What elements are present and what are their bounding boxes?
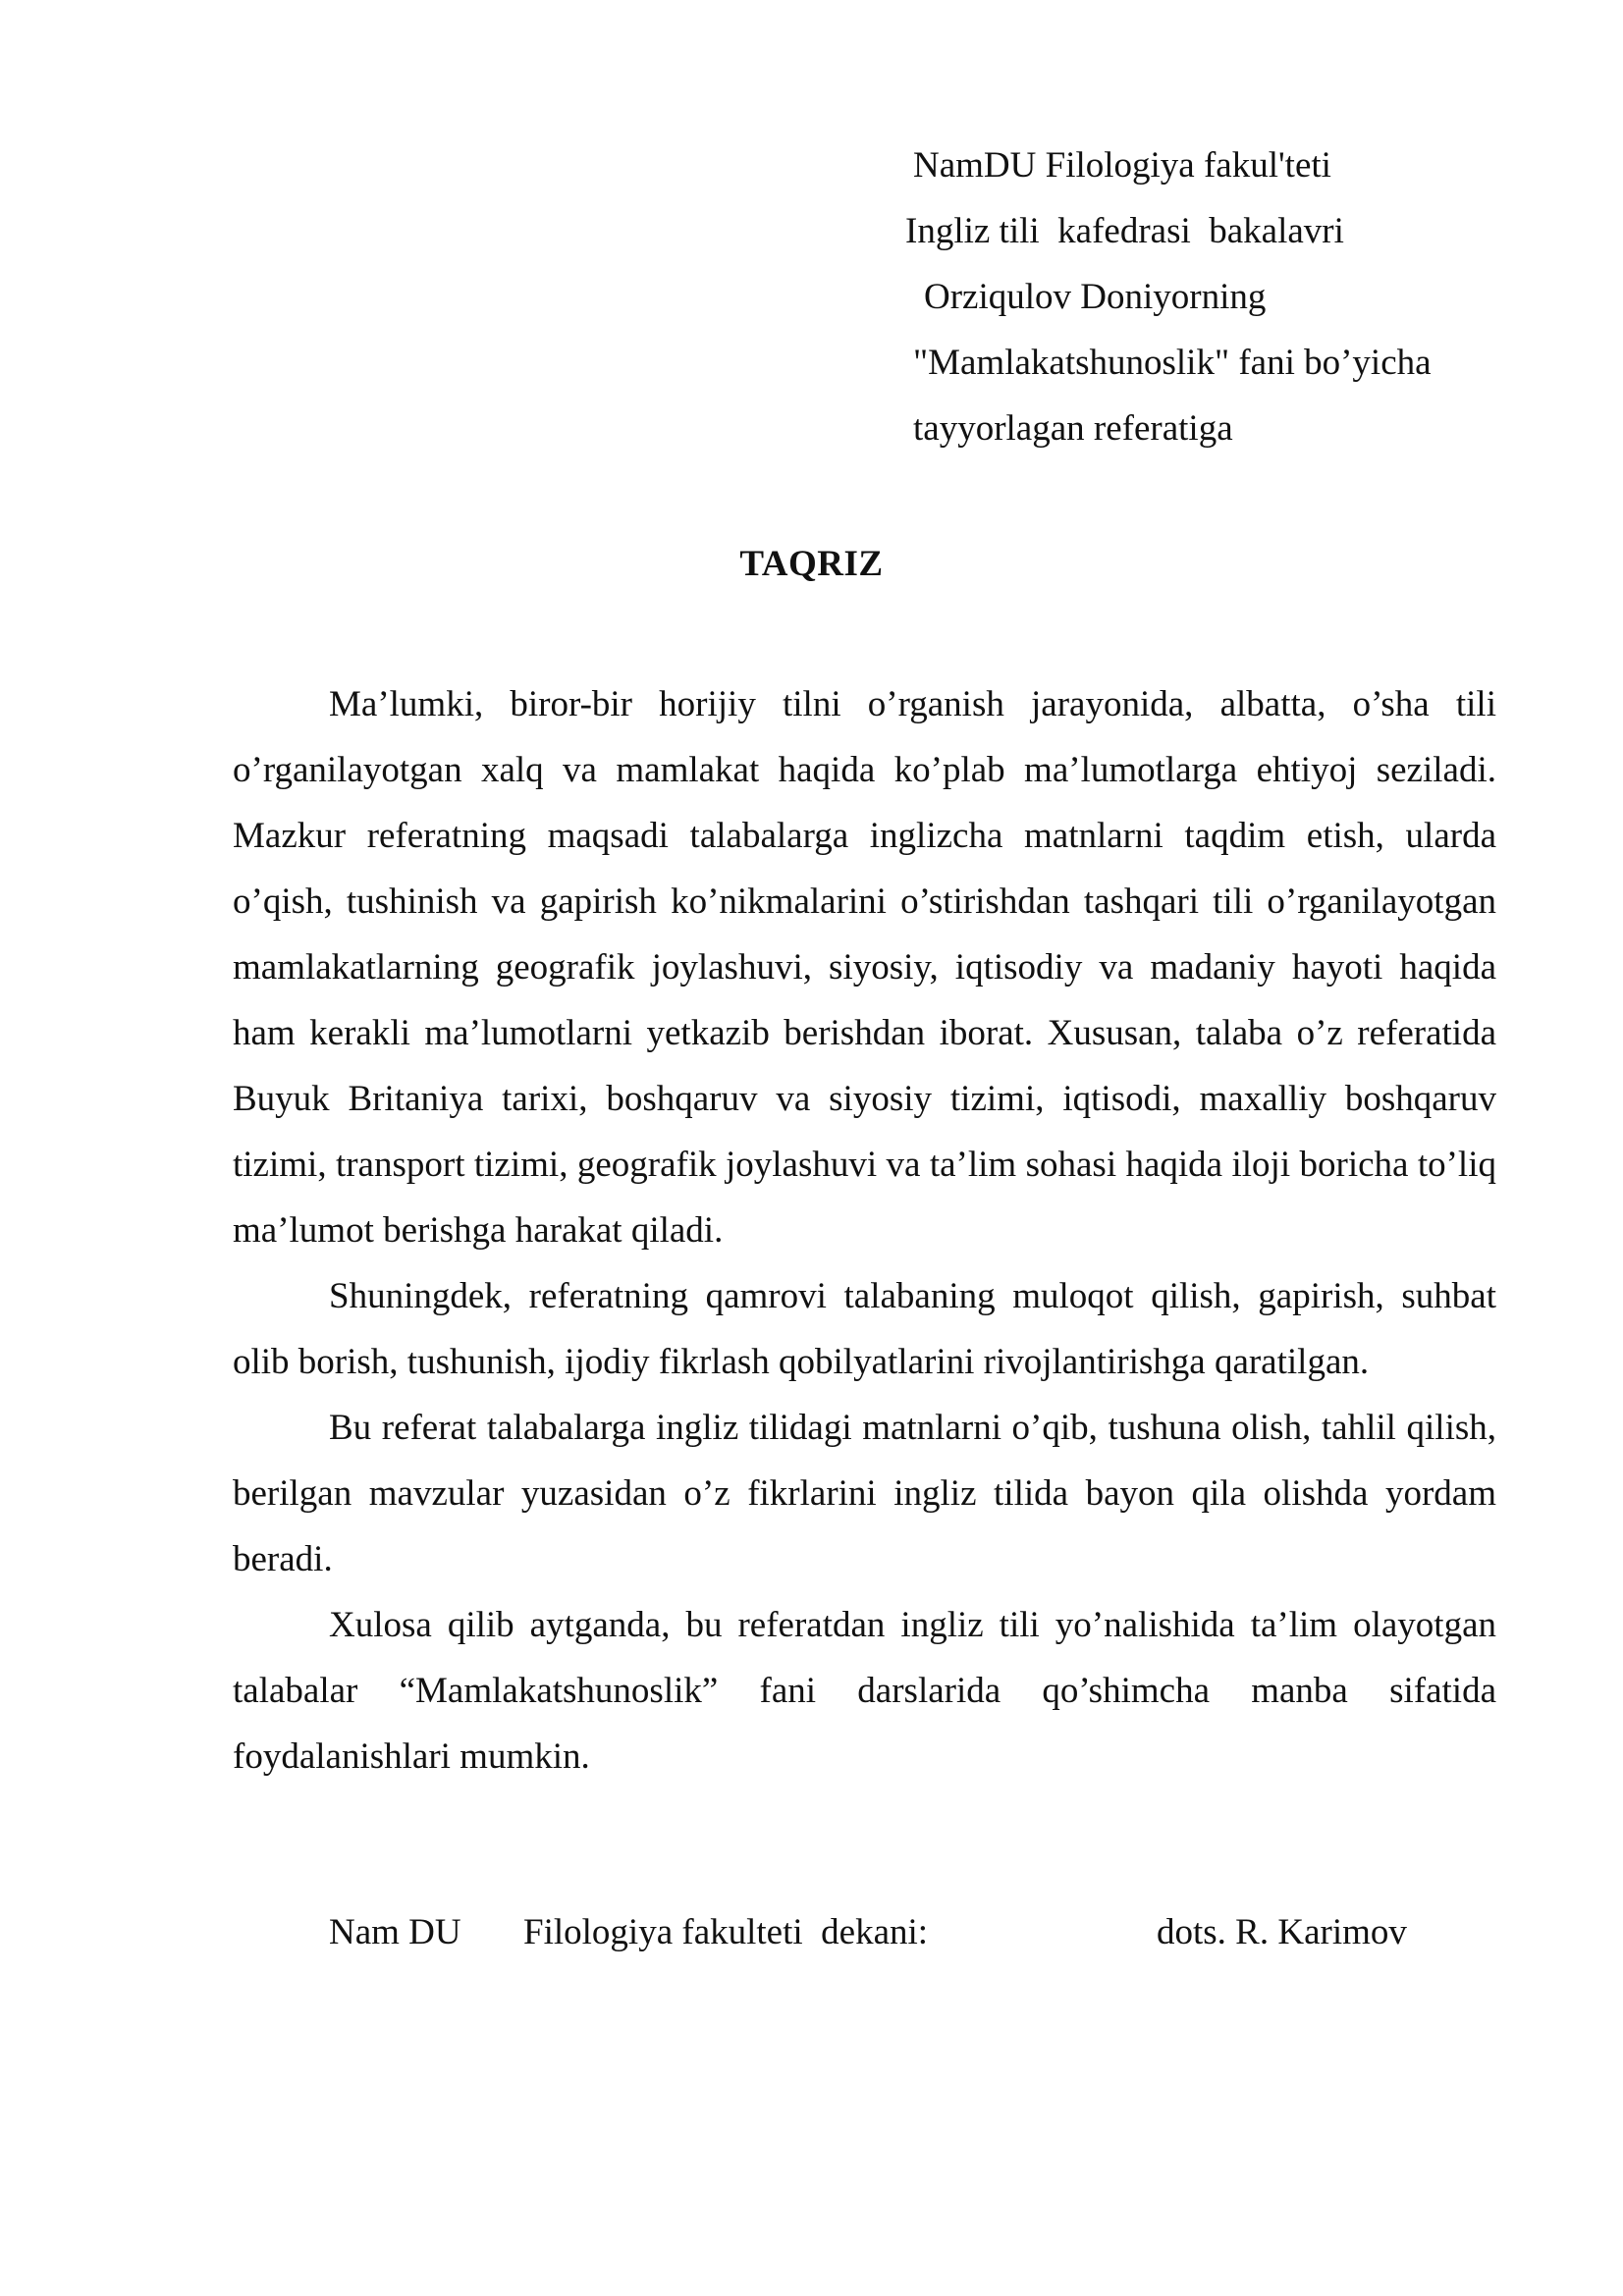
signature-position: Filologiya fakulteti dekani:: [523, 1912, 929, 1952]
header-line-work: tayyorlagan referatiga: [913, 408, 1233, 449]
header-line-faculty: NamDU Filologiya fakul'teti: [913, 145, 1331, 186]
paragraph: Bu referat talabalarga ingliz tilidagi matnlarni o’qib, tushuna olish, tahlil qilish, berilgan mavzular yuzasidan o’z fikrlarini ingliz tilida bayon qila olishda yordam beradi.: [233, 1408, 1496, 1579]
paragraph: Shuningdek, referatning qamrovi talabaning muloqot qilish, gapirish, suhbat olib borish, tushunish, ijodiy fikrlash qobilyatlarini rivojlantirishga qaratilgan.: [233, 1276, 1496, 1382]
paragraph: Xulosa qilib aytganda, bu referatdan ingliz tili yo’nalishida ta’lim olayotgan talabalar “Mamlakatshunoslik” fani darslarida qo’shimcha manba sifatida foydalanishlari mumkin.: [233, 1605, 1496, 1777]
document-body: [233, 671, 1496, 1789]
signature-name: dots. R. Karimov: [1157, 1912, 1407, 1952]
signature-org: Nam DU: [329, 1912, 461, 1952]
header-line-subject: "Mamlakatshunoslik" fani bo’yicha: [913, 343, 1432, 383]
header-line-department: Ingliz tili kafedrasi bakalavri: [905, 211, 1344, 251]
paragraph: Ma’lumki, biror-bir horijiy tilni o’rganish jarayonida, albatta, o’sha tili o’rganilayotgan xalq va mamlakat haqida ko’plab ma’lumotlarga ehtiyoj seziladi. Mazkur referatning maqsadi talabalarga inglizcha matnlarni taqdim etish, ularda o’qish, tushinish va gapirish ko’nikmalarini o’stirishdan tashqari tili o’rganilayotgan mamlakatlarning geografik joylashuvi, siyosiy, iqtisodiy va madaniy hayoti haqida ham kerakli ma’lumotlarni yetkazib berishdan iborat. Xususan, talaba o’z referatida Buyuk Britaniya tarixi, boshqaruv va siyosiy tizimi, iqtisodi, maxalliy boshqaruv tizimi, transport tizimi, geografik joylashuvi va ta’lim sohasi haqida iloji boricha to’liq ma’lumot berishga harakat qiladi.: [233, 684, 1496, 1251]
document-title: TAQRIZ: [739, 544, 884, 584]
header-line-author: Orziqulov Doniyorning: [924, 277, 1267, 317]
